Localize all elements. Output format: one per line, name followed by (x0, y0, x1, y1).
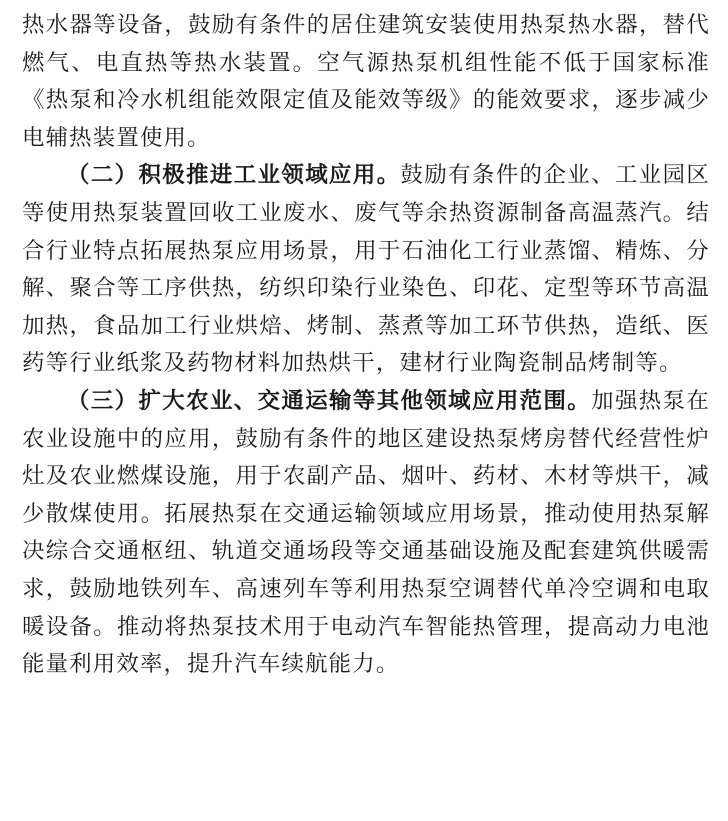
paragraph-agriculture-transport (22, 383, 710, 684)
paragraph-text: 热水器等设备，鼓励有条件的居住建筑安装使用热泵热水器，替代燃气、电直热等热水装置。空气源热泵机组性能不低于国家标准《热泵和冷水机组能效限定值及能效等级》的能效要求，逐步减少电辅热装置使用。 (22, 12, 710, 151)
paragraph-industry (22, 157, 710, 383)
section-heading-industry: （二）积极推进工业领域应用。 (67, 162, 401, 189)
section-heading-agriculture-transport: （三）扩大农业、交通运输等其他领域应用范围。 (67, 387, 592, 414)
paragraph-continuation (22, 7, 710, 157)
document-page (22, 7, 710, 684)
paragraph-text: 加强热泵在农业设施中的应用，鼓励有条件的地区建设热泵烤房替代经营性炉灶及农业燃煤设施，用于农副产品、烟叶、药材、木材等烘干，减少散煤使用。拓展热泵在交通运输领域应用场景，推动使用热泵解决综合交通枢纽、轨道交通场段等交通基础设施及配套建筑供暖需求，鼓励地铁列车、高速列车等利用热泵空调替代单冷空调和电取暖设备。推动将热泵技术用于电动汽车智能热管理，提高动力电池能量利用效率，提升汽车续航能力。 (22, 387, 711, 678)
paragraph-text: 鼓励有条件的企业、工业园区等使用热泵装置回收工业废水、废气等余热资源制备高温蒸汽。结合行业特点拓展热泵应用场景，用于石油化工行业蒸馏、精炼、分解、聚合等工序供热，纺织印染行业染色、印花、定型等环节高温加热，食品加工行业烘焙、烤制、蒸煮等加工环节供热，造纸、医药等行业纸浆及药物材料加热烘干，建材行业陶瓷制品烤制等。 (22, 162, 710, 377)
